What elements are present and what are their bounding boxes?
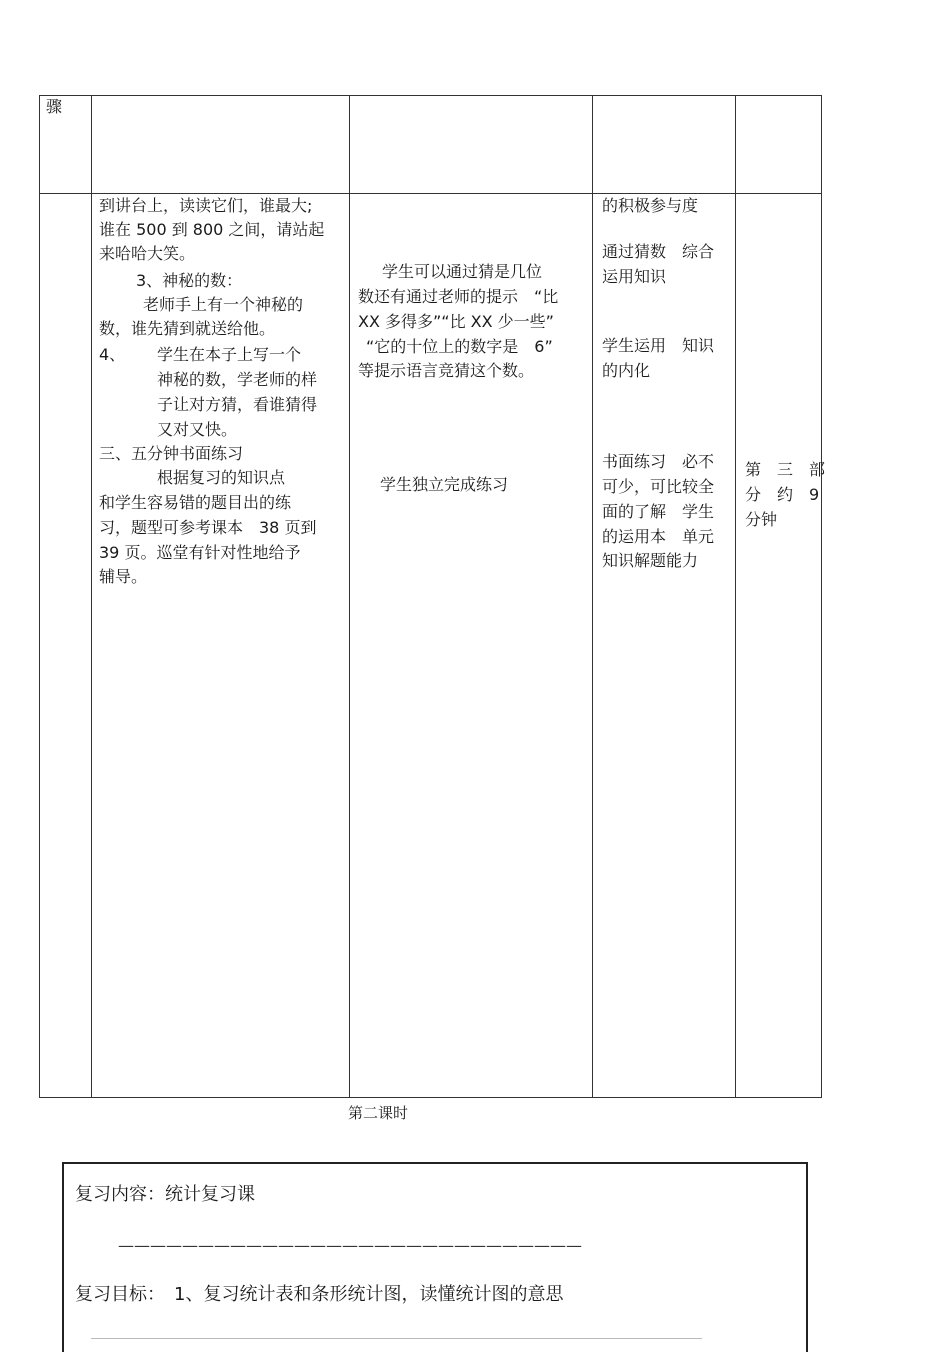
activity-line: 3、神秘的数：	[136, 271, 243, 290]
activity-line: 学生在本子上写一个	[157, 345, 302, 364]
intent-line: 的内化	[602, 361, 651, 380]
activity-line: 4、	[99, 345, 126, 364]
intent-line: 运用知识	[602, 267, 667, 286]
activity-line: 辅导。	[99, 567, 148, 586]
table-bottom-border	[39, 1097, 822, 1098]
activity-line: 到讲台上，读读它们，谁最大;	[99, 196, 313, 215]
activity-line: 来哈哈大笑。	[99, 244, 196, 263]
activity-line: 神秘的数，学老师的样	[157, 370, 318, 389]
intent-line: 知识解题能力	[602, 551, 699, 570]
step-header-char: 骤	[46, 97, 63, 116]
table-left-border-top	[39, 95, 40, 1098]
review-box-top-border	[62, 1162, 808, 1164]
intent-line: 学生运用 知识	[602, 336, 715, 355]
student-line: XX 多得多”“比 XX 少一些”	[358, 312, 554, 331]
activity-line: 习，题型可参考课本 38 页到	[99, 518, 317, 537]
table-top-border	[39, 95, 822, 96]
table-col-divider-2	[349, 95, 350, 1098]
activity-line: 谁在 500 到 800 之间，请站起	[99, 220, 325, 239]
activity-line: 根据复习的知识点	[157, 468, 286, 487]
intent-line: 可少，可比较全	[602, 477, 715, 496]
section-title: 第二课时	[348, 1104, 409, 1122]
review-dash-line: —————————————————————————————	[118, 1236, 582, 1255]
table-right-border	[821, 95, 822, 1098]
activity-line: 三、五分钟书面练习	[99, 444, 244, 463]
intent-line: 面的了解 学生	[602, 502, 715, 521]
table-col-divider-3	[592, 95, 593, 1098]
intent-line: 通过猜数 综合	[602, 242, 715, 261]
student-line: 数还有通过老师的提示 “比	[358, 287, 559, 306]
intent-line: 的运用本 单元	[602, 527, 715, 546]
time-line: 第 三 部	[745, 460, 826, 479]
activity-line: 和学生容易错的题目出的练	[99, 493, 292, 512]
review-box-right-border	[806, 1162, 808, 1352]
activity-line: 39 页。巡堂有针对性地给予	[99, 543, 301, 562]
student-line: 等提示语言竞猜这个数。	[358, 361, 535, 380]
activity-line: 又对又快。	[157, 420, 238, 439]
review-box-left-border	[62, 1162, 64, 1352]
table-col-divider-1	[91, 95, 92, 1098]
activity-line: 子让对方猜，看谁猜得	[157, 395, 318, 414]
activity-line: 数，谁先猜到就送给他。	[99, 319, 276, 338]
review-content-label: 复习内容：统计复习课	[75, 1184, 255, 1205]
student-line: “它的十位上的数字是 6”	[366, 337, 553, 356]
table-col-divider-4	[735, 95, 736, 1098]
student-line: 学生独立完成练习	[380, 475, 509, 494]
intent-line: 书面练习 必不	[602, 452, 715, 471]
time-line: 分钟	[745, 510, 778, 529]
student-line: 学生可以通过猜是几位	[382, 262, 543, 281]
activity-line: 老师手上有一个神秘的	[143, 295, 304, 314]
intent-line: 的积极参与度	[602, 196, 699, 215]
review-underline	[91, 1338, 702, 1339]
time-line: 分 约 9	[745, 485, 820, 504]
review-goal-label: 复习目标： 1、复习统计表和条形统计图，读懂统计图的意思	[75, 1284, 564, 1305]
